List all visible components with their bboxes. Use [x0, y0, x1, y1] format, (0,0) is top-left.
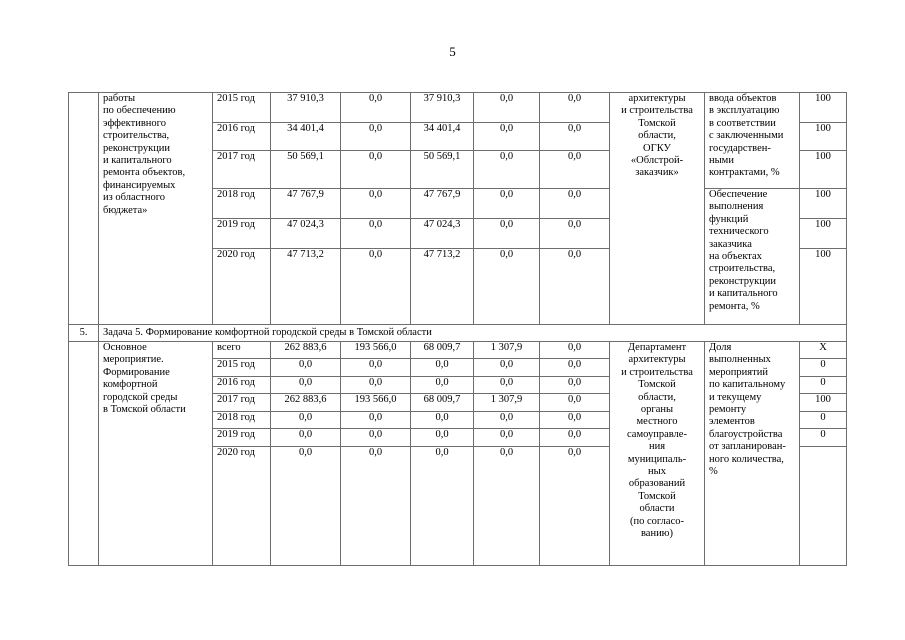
regional-cell: 34 401,4 [411, 123, 474, 151]
target-cell: 0 [800, 412, 847, 429]
federal-cell: 193 566,0 [341, 394, 411, 412]
executor-line: и строительства [621, 366, 693, 378]
federal-cell: 0,0 [341, 412, 411, 429]
regional-cell: 47 713,2 [411, 249, 474, 325]
indicator-line: контрактами, % [709, 167, 780, 179]
total-cell: 47 767,9 [271, 189, 341, 219]
regional-cell: 68 009,7 [411, 394, 474, 412]
year-cell: 2017 год [213, 394, 271, 412]
other-cell: 0,0 [540, 93, 610, 123]
indicator-line: строительства, [709, 263, 776, 275]
regional-cell: 47 767,9 [411, 189, 474, 219]
indicator-cell [705, 189, 800, 325]
activity-line: и капитального [103, 155, 172, 167]
executor-line: ОГКУ [643, 142, 671, 154]
total-cell: 47 024,3 [271, 219, 341, 249]
federal-cell: 0,0 [341, 447, 411, 566]
indicator-line: ввода объектов [709, 93, 777, 104]
target-cell: 100 [800, 219, 847, 249]
target-cell: 0 [800, 377, 847, 394]
regional-cell: 0,0 [411, 447, 474, 566]
other-cell: 0,0 [540, 189, 610, 219]
program-table [68, 92, 847, 566]
executor-line: «Облстрой- [630, 155, 684, 167]
indicator-cell [705, 342, 800, 566]
indicator-line: элементов [709, 416, 755, 428]
executor-line: области, [638, 391, 676, 403]
activity-line: бюджета» [103, 204, 148, 216]
indicator-line: с заключенными [709, 130, 784, 142]
local-cell: 0,0 [474, 219, 540, 249]
total-cell: 0,0 [271, 447, 341, 566]
activity-line: финансируемых [103, 179, 176, 191]
other-cell: 0,0 [540, 123, 610, 151]
other-cell: 0,0 [540, 359, 610, 377]
executor-cell [610, 342, 705, 566]
local-cell: 0,0 [474, 429, 540, 447]
indicator-line: в эксплуатацию [709, 105, 780, 117]
federal-cell: 193 566,0 [341, 342, 411, 359]
target-cell: 100 [800, 151, 847, 189]
indicator-line: на объектах [709, 251, 762, 263]
local-cell: 0,0 [474, 447, 540, 566]
indicator-line: государствен- [709, 142, 771, 154]
target-cell: 100 [800, 394, 847, 412]
indicator-line: Доля [709, 342, 732, 353]
regional-cell: 68 009,7 [411, 342, 474, 359]
executor-line: образований [628, 478, 686, 490]
regional-cell: 50 569,1 [411, 151, 474, 189]
activity-line: Формирование [103, 366, 170, 378]
indicator-line: Обеспечение [709, 189, 768, 200]
regional-cell: 0,0 [411, 359, 474, 377]
other-cell: 0,0 [540, 151, 610, 189]
year-cell: 2018 год [213, 412, 271, 429]
indicator-line: % [709, 466, 718, 478]
activity-line: работы [103, 93, 136, 104]
activity-cell [99, 93, 213, 325]
other-cell: 0,0 [540, 342, 610, 359]
indicator-line: выполненных [709, 354, 771, 366]
other-cell: 0,0 [540, 219, 610, 249]
executor-line: и строительства [621, 105, 693, 117]
row-number-cell [69, 342, 99, 566]
activity-line: в Томской области [103, 404, 186, 416]
regional-cell: 0,0 [411, 412, 474, 429]
target-cell [800, 447, 847, 566]
indicator-line: ремонту [709, 404, 747, 416]
activity-line: городской среды [103, 391, 178, 403]
local-cell: 0,0 [474, 377, 540, 394]
indicator-line: и текущему [709, 391, 762, 403]
year-cell: 2018 год [213, 189, 271, 219]
target-cell: 100 [800, 93, 847, 123]
other-cell: 0,0 [540, 394, 610, 412]
year-cell: 2016 год [213, 377, 271, 394]
executor-line: Томской [638, 379, 676, 391]
federal-cell: 0,0 [341, 93, 411, 123]
executor-line: области [639, 503, 675, 515]
total-cell: 262 883,6 [271, 394, 341, 412]
executor-line: заказчик» [635, 167, 679, 179]
activity-line: комфортной [103, 379, 158, 391]
row-number-cell [69, 93, 99, 325]
other-cell: 0,0 [540, 249, 610, 325]
executor-line: ных [648, 466, 666, 478]
activity-line: Основное [103, 342, 147, 353]
federal-cell: 0,0 [341, 151, 411, 189]
executor-line: (по согласо- [630, 515, 684, 527]
regional-cell: 0,0 [411, 429, 474, 447]
target-cell: 0 [800, 359, 847, 377]
executor-line: самоуправле- [627, 428, 687, 440]
local-cell: 0,0 [474, 123, 540, 151]
year-cell: 2019 год [213, 429, 271, 447]
target-cell: 100 [800, 123, 847, 151]
federal-cell: 0,0 [341, 219, 411, 249]
indicator-line: ного количества, [709, 453, 784, 465]
task-number: 5. [69, 325, 99, 342]
executor-line: ванию) [640, 528, 674, 540]
table-row [69, 93, 847, 123]
regional-cell: 47 024,3 [411, 219, 474, 249]
federal-cell: 0,0 [341, 249, 411, 325]
total-cell: 37 910,3 [271, 93, 341, 123]
total-cell: 262 883,6 [271, 342, 341, 359]
activity-line: по обеспечению [103, 105, 176, 117]
indicator-line: реконструкции [709, 275, 777, 287]
federal-cell: 0,0 [341, 189, 411, 219]
year-cell: 2020 год [213, 447, 271, 566]
executor-line: местного [636, 416, 678, 428]
target-cell: 100 [800, 189, 847, 219]
indicator-line: технического [709, 226, 769, 238]
year-cell: 2015 год [213, 359, 271, 377]
indicator-line: ремонта, % [709, 300, 760, 312]
indicator-line: функций [709, 213, 749, 225]
executor-line: архитектуры [628, 354, 686, 366]
executor-line: области, [638, 130, 676, 142]
total-cell: 0,0 [271, 412, 341, 429]
federal-cell: 0,0 [341, 377, 411, 394]
executor-line: Томской [638, 117, 676, 129]
regional-cell: 37 910,3 [411, 93, 474, 123]
indicator-line: выполнения [709, 201, 764, 213]
other-cell: 0,0 [540, 377, 610, 394]
federal-cell: 0,0 [341, 359, 411, 377]
executor-line: ния [648, 441, 666, 453]
other-cell: 0,0 [540, 447, 610, 566]
activity-line: реконструкции [103, 142, 171, 154]
executor-line: Департамент [627, 342, 687, 353]
local-cell: 1 307,9 [474, 342, 540, 359]
year-cell: всего [213, 342, 271, 359]
task-title: Задача 5. Формирование комфортной городской среды в Томской области [99, 325, 847, 342]
indicator-line: ными [709, 155, 734, 167]
executor-line: органы [640, 404, 674, 416]
executor-line: муниципаль- [627, 453, 687, 465]
activity-line: мероприятие. [103, 354, 164, 366]
indicator-line: от запланирован- [709, 441, 786, 453]
total-cell: 34 401,4 [271, 123, 341, 151]
target-cell: 0 [800, 429, 847, 447]
activity-line: ремонта объектов, [103, 167, 186, 179]
year-cell: 2015 год [213, 93, 271, 123]
total-cell: 47 713,2 [271, 249, 341, 325]
year-cell: 2020 год [213, 249, 271, 325]
local-cell: 0,0 [474, 93, 540, 123]
total-cell: 0,0 [271, 359, 341, 377]
year-cell: 2019 год [213, 219, 271, 249]
target-cell: 100 [800, 249, 847, 325]
year-cell: 2017 год [213, 151, 271, 189]
regional-cell: 0,0 [411, 377, 474, 394]
total-cell: 0,0 [271, 377, 341, 394]
executor-cell [610, 93, 705, 325]
total-cell: 50 569,1 [271, 151, 341, 189]
local-cell: 0,0 [474, 359, 540, 377]
federal-cell: 0,0 [341, 123, 411, 151]
indicator-line: мероприятий [709, 366, 768, 378]
indicator-line: в соответствии [709, 117, 776, 129]
federal-cell: 0,0 [341, 429, 411, 447]
activity-line: строительства, [103, 130, 170, 142]
local-cell: 0,0 [474, 412, 540, 429]
year-cell: 2016 год [213, 123, 271, 151]
target-cell: Х [800, 342, 847, 359]
executor-line: Томской [638, 490, 676, 502]
page-number: 5 [449, 44, 456, 59]
other-cell: 0,0 [540, 429, 610, 447]
local-cell: 0,0 [474, 151, 540, 189]
indicator-line: заказчика [709, 238, 752, 250]
indicator-line: и капитального [709, 288, 778, 300]
total-cell: 0,0 [271, 429, 341, 447]
table-row [69, 342, 847, 359]
indicator-line: по капитальному [709, 379, 786, 391]
activity-line: эффективного [103, 117, 166, 129]
activity-line: из областного [103, 192, 166, 204]
indicator-cell [705, 93, 800, 189]
activity-cell [99, 342, 213, 566]
local-cell: 1 307,9 [474, 394, 540, 412]
indicator-line: благоустройства [709, 428, 783, 440]
local-cell: 0,0 [474, 189, 540, 219]
local-cell: 0,0 [474, 249, 540, 325]
executor-line: архитектуры [628, 93, 686, 104]
task-row [69, 325, 847, 342]
other-cell: 0,0 [540, 412, 610, 429]
